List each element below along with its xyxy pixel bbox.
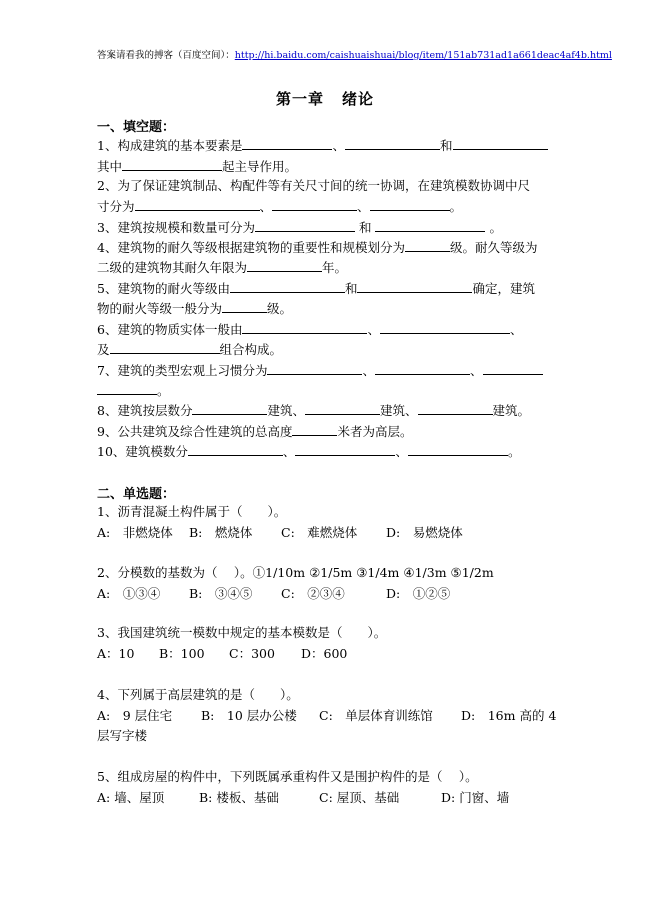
answer-blank <box>222 299 267 313</box>
answer-blank <box>483 361 543 375</box>
choice-q2-stem: 2、分模数的基数为（ ）。①1/10m ②1/5m ③1/4m ④1/3m ⑤1/2m <box>97 565 494 580</box>
fill-q6-line1 <box>97 320 557 339</box>
option-a: A: 墙、屋顶 <box>97 790 165 805</box>
text: 、 <box>259 199 273 214</box>
option-c: C: 难燃烧体 <box>281 525 358 540</box>
choice-q2-options <box>97 585 557 603</box>
answer-blank <box>247 258 322 272</box>
fill-q6-line2 <box>97 340 557 359</box>
fill-q5-line1 <box>97 279 557 298</box>
fill-q10 <box>97 442 557 461</box>
text: 5、建筑物的耐火等级由 <box>97 281 230 296</box>
chapter-name: 绪论 <box>342 90 375 108</box>
answer-blank <box>272 197 357 211</box>
text: 建筑、 <box>267 403 305 418</box>
chapter-title <box>0 88 650 109</box>
text: 和 <box>358 220 372 235</box>
text: 二级的建筑物其耐久年限为 <box>97 260 248 275</box>
answer-blank <box>408 442 508 456</box>
text: 、 <box>362 363 375 378</box>
text: 、 <box>469 363 483 378</box>
choice-q4-continuation: 层写字楼 <box>97 728 148 743</box>
text: 9、公共建筑及综合性建筑的总高度 <box>97 424 293 439</box>
option-a: A：10 <box>97 646 135 661</box>
text: 。 <box>157 383 170 398</box>
choice-q1-options <box>97 524 557 542</box>
option-a: A: ①③④ <box>97 586 161 601</box>
text: 、 <box>282 444 296 459</box>
option-d: D: 门窗、墙 <box>441 790 510 805</box>
text: 4、建筑物的耐久等级根据建筑物的重要性和规模划分为 <box>97 240 405 255</box>
fill-q2-line1: 2、为了保证建筑制品、构配件等有关尺寸间的统一协调，在建筑模数协调中尺 <box>97 178 530 193</box>
answer-blank <box>305 401 380 415</box>
choice-section-heading: 二、单选题： <box>97 487 176 502</box>
answer-blank <box>122 157 222 171</box>
answer-blank <box>255 218 355 232</box>
option-d: D: ①②⑤ <box>386 586 451 601</box>
answer-blank <box>380 320 510 334</box>
text: 组合构成。 <box>219 342 283 357</box>
option-c: C: ②③④ <box>281 586 345 601</box>
text: 6、建筑的物质实体一般由 <box>97 322 243 337</box>
option-b: B：100 <box>159 646 205 661</box>
text: 其中 <box>97 159 123 174</box>
choice-q5-stem: 5、组成房屋的构件中，下列既属承重构件又是围护构件的是（ ）。 <box>97 769 478 784</box>
answer-blank <box>230 279 345 293</box>
choice-q4-options <box>97 707 557 725</box>
answer-blank <box>267 361 362 375</box>
text: 寸分为 <box>97 199 135 214</box>
answer-blank <box>357 279 472 293</box>
chapter-number: 第一章 <box>275 90 324 108</box>
text: 。 <box>449 199 463 214</box>
text: 、 <box>509 322 523 337</box>
option-c: C: 单层体育训练馆 <box>319 708 433 723</box>
text: 和 <box>344 281 358 296</box>
option-d: D: 16m 高的 4 <box>461 708 557 723</box>
answer-blank <box>110 340 220 354</box>
text: 。 <box>489 220 502 235</box>
choice-q4-stem: 4、下列属于高层建筑的是（ ）。 <box>97 687 299 702</box>
fill-q7-line1 <box>97 361 557 380</box>
text: 、 <box>332 138 345 153</box>
answer-blank <box>375 361 470 375</box>
answer-note-text: 答案请看我的搏客（百度空间）： <box>97 50 235 61</box>
blog-link[interactable]: http://hi.baidu.com/caishuaishuai/blog/item/151ab731ad1a661deac4af4b.html <box>234 50 612 61</box>
option-d: D: 易燃烧体 <box>386 525 463 540</box>
option-c: C：300 <box>229 646 275 661</box>
text: 1、构成建筑的基本要素是 <box>97 138 243 153</box>
text: 、 <box>357 199 370 214</box>
fill-q5-line2 <box>97 299 557 318</box>
text: 8、建筑按层数分 <box>97 403 193 418</box>
text: 建筑。 <box>492 403 531 418</box>
text: 年。 <box>322 260 348 275</box>
option-b: B: 10 层办公楼 <box>201 708 297 723</box>
choice-q3-options <box>97 645 557 663</box>
fill-q1-line1 <box>97 136 557 155</box>
answer-blank <box>242 136 332 150</box>
text: 3、建筑按规模和数量可分为 <box>97 220 255 235</box>
choice-q5-options <box>97 789 557 807</box>
option-c: C: 屋顶、基础 <box>319 790 400 805</box>
text: 、 <box>395 444 408 459</box>
fill-q4-line1 <box>97 238 557 257</box>
option-b: B: 楼板、基础 <box>199 790 279 805</box>
answer-blank <box>192 401 267 415</box>
answer-blank <box>375 218 485 232</box>
fill-q8 <box>97 401 557 420</box>
answer-blank <box>97 381 157 395</box>
fill-q3 <box>97 218 557 237</box>
answer-blank <box>295 442 395 456</box>
answer-blank <box>242 320 367 334</box>
text: 级。耐久等级为 <box>449 240 538 255</box>
fill-section-heading: 一、填空题： <box>97 120 176 135</box>
answer-blank <box>188 442 283 456</box>
fill-q2-line2 <box>97 197 557 216</box>
option-a: A: 9 层住宅 <box>97 708 173 723</box>
text: 起主导作用。 <box>222 159 298 174</box>
answer-blank <box>135 197 260 211</box>
answer-note <box>97 47 612 61</box>
answer-blank <box>370 197 450 211</box>
fill-q4-line2 <box>97 258 557 277</box>
option-b: B: ③④⑤ <box>189 586 253 601</box>
option-d: D：600 <box>301 646 348 661</box>
text: 物的耐火等级一般分为 <box>97 301 223 316</box>
fill-q1-line2 <box>97 157 557 176</box>
text: 建筑、 <box>379 403 418 418</box>
text: 7、建筑的类型宏观上习惯分为 <box>97 363 268 378</box>
fill-q7-line2 <box>97 381 557 400</box>
text: 、 <box>367 322 380 337</box>
choice-q1-stem: 1、沥青混凝土构件属于（ ）。 <box>97 504 287 519</box>
answer-blank <box>405 238 450 252</box>
text: 及 <box>97 342 110 357</box>
answer-blank <box>453 136 548 150</box>
text: 和 <box>439 138 453 153</box>
text: 10、建筑模数分 <box>97 444 188 459</box>
choice-q3-stem: 3、我国建筑统一模数中规定的基本模数是（ ）。 <box>97 625 387 640</box>
text: 米者为高层。 <box>337 424 413 439</box>
text: 确定，建筑 <box>472 281 535 296</box>
fill-q9 <box>97 422 557 441</box>
text: 。 <box>507 444 521 459</box>
option-a: A: 非燃烧体 <box>97 525 173 540</box>
option-b: B: 燃烧体 <box>189 525 253 540</box>
answer-blank <box>345 136 440 150</box>
text: 级。 <box>267 301 293 316</box>
answer-blank <box>418 401 493 415</box>
answer-blank <box>292 422 337 436</box>
